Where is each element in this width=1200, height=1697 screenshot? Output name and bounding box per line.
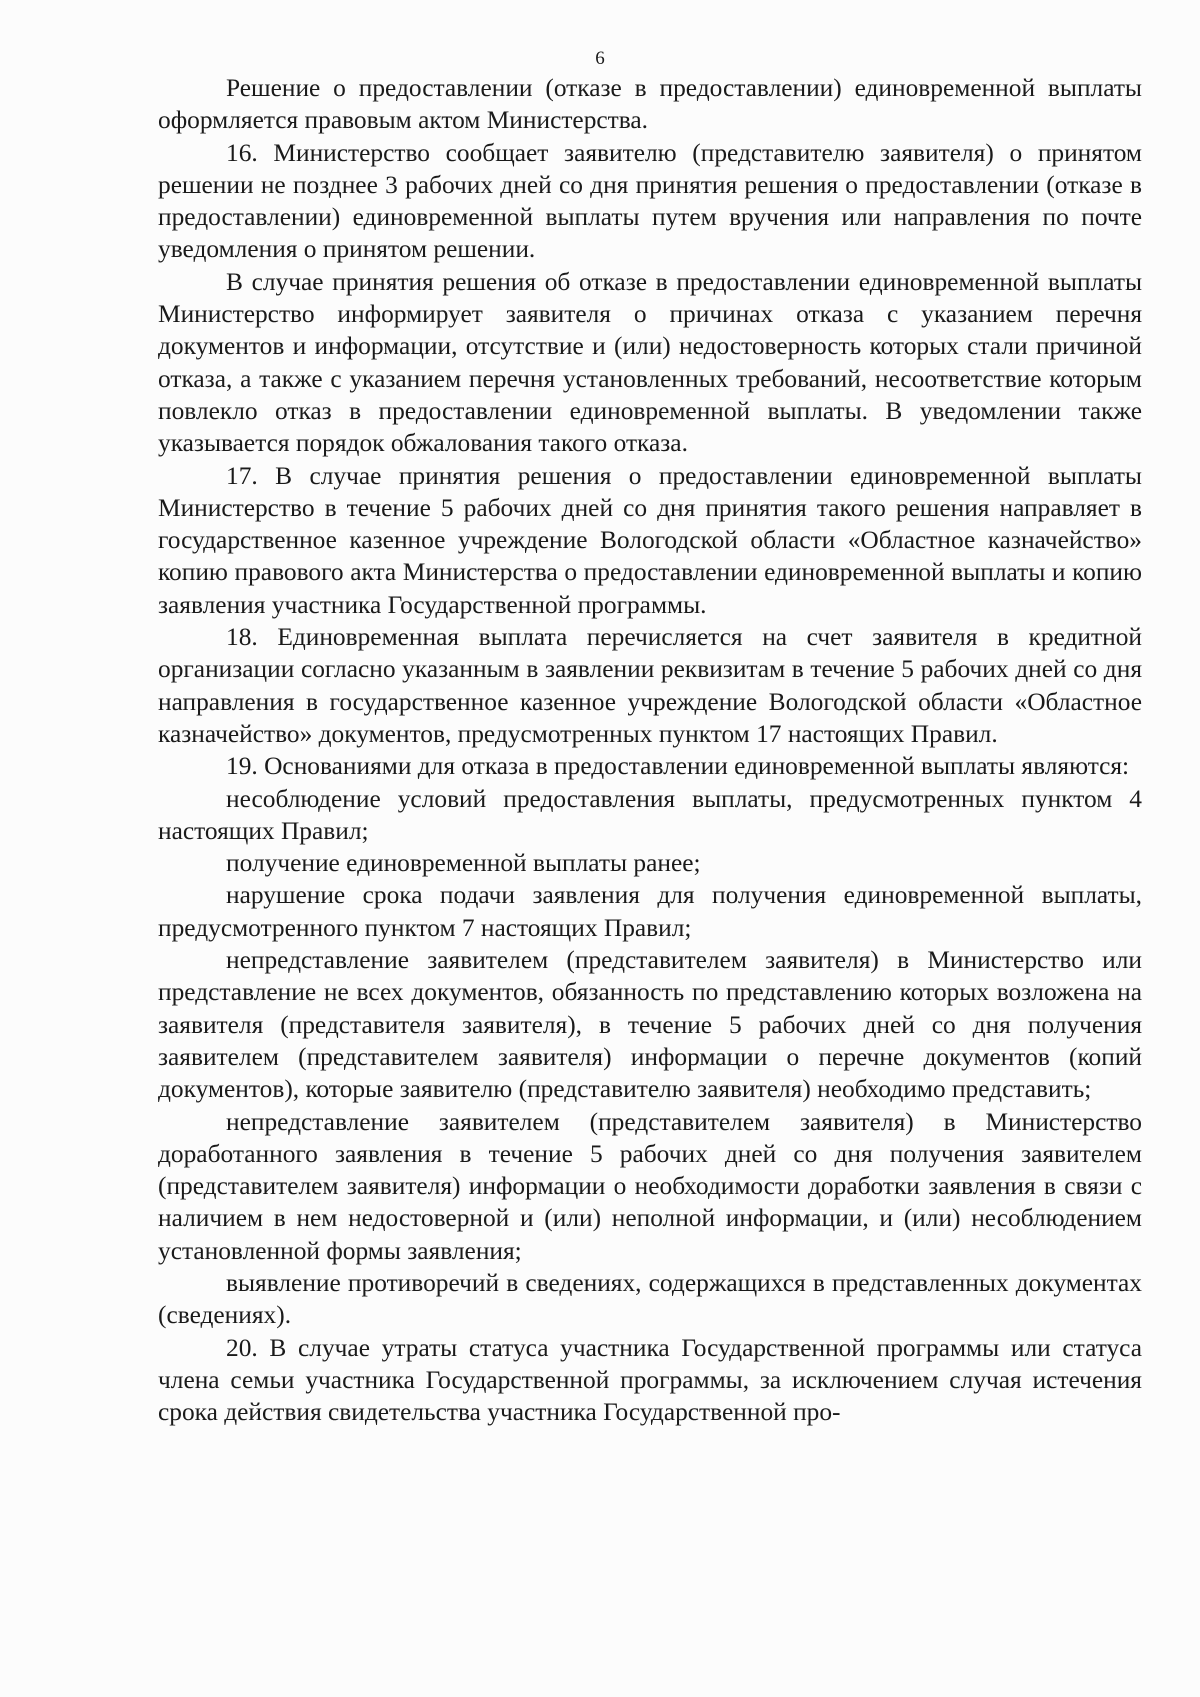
paragraph-refusal-notice: В случае принятия решения об отказе в предоставлении единовременной выплаты Министерство информирует заявителя о причинах отказа с указанием перечня документов и информации, отсутствие и (или) недостоверность которых стали причиной отказа, а также с указанием перечня установленных требований, несоответствие которым повлекло отказ в предоставлении единовременной выплаты. В уведомлении также указывается порядок обжалования такого отказа. — [158, 267, 1142, 458]
refusal-ground-previous-payment: получение единовременной выплаты ранее; — [226, 849, 701, 878]
refusal-ground-deadline: нарушение срока подачи заявления для получения единовременной выплаты, предусмотренного пунктом 7 настоящих Правил; — [158, 881, 1142, 942]
refusal-ground-contradictions: выявление противоречий в сведениях, содержащихся в представленных документах (сведениях). — [158, 1268, 1142, 1330]
page-number: 6 — [595, 48, 605, 69]
refusal-ground-conditions: несоблюдение условий предоставления выплаты, предусмотренных пунктом 4 настоящих Правил; — [158, 784, 1142, 845]
refusal-ground-revised-application: непредставление заявителем (представителем заявителя) в Министерство доработанного заявления в течение 5 рабочих дней со дня получения заявителем (представителем заявителя) информации о необходимости доработки заявления в связи с наличием в нем недостоверной и (или) неполной информации, и (или) несоблюдением установленной формы заявления; — [158, 1107, 1142, 1265]
paragraph-17: 17. В случае принятия решения о предоставлении единовременной выплаты Министерство в течение 5 рабочих дней со дня принятия такого решения направляет в государственное казенное учреждение Вологодской области «Областное казначейство» копию правового акта Министерства о предоставлении единовременной выплаты и копию заявления участника Государственной программы. — [158, 461, 1142, 619]
paragraph-20: 20. В случае утраты статуса участника Государственной программы или статуса члена семьи участника Государственной программы, за исключением случая истечения срока действия свидетельства участника Государственной про- — [158, 1333, 1142, 1427]
document-body — [158, 72, 1142, 1428]
paragraph-18: 18. Единовременная выплата перечисляется на счет заявителя в кредитной организации согласно указанным в заявлении реквизитам в течение 5 рабочих дней со дня направления в государственное казенное учреждение Вологодской области «Областное казначейство» документов, предусмотренных пунктом 17 настоящих Правил. — [158, 623, 1142, 748]
refusal-ground-missing-documents: непредставление заявителем (представителем заявителя) в Министерство или представление не всех документов, обязанность по представлению которых возложена на заявителя (представителя заявителя), в течение 5 рабочих дней со дня получения заявителем (представителем заявителя) информации о перечне документов (копий документов), которые заявителю (представителю заявителя) необходимо представить; — [158, 946, 1142, 1104]
paragraph-16: 16. Министерство сообщает заявителю (представителю заявителя) о принятом решении не позднее 3 рабочих дней со дня принятия решения о предоставлении (отказе в предоставлении) единовременной выплаты путем вручения или направления по почте уведомления о принятом решении. — [158, 138, 1142, 264]
paragraph-decision-form: Решение о предоставлении (отказе в предоставлении) единовременной выплаты оформляется правовым актом Министерства. — [158, 74, 1142, 135]
paragraph-19: 19. Основаниями для отказа в предоставлении единовременной выплаты являются: — [226, 752, 1130, 781]
